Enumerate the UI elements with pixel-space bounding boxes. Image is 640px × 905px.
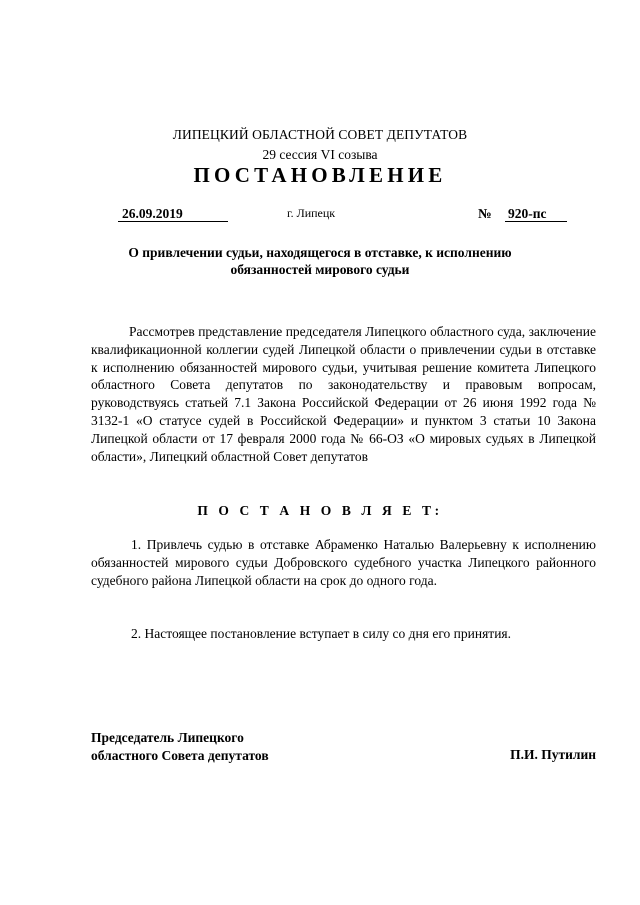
signatory-title <box>91 729 269 765</box>
document-city: г. Липецк <box>287 206 336 220</box>
preamble-paragraph: Рассмотрев представление председателя Липецкого областного суда, заключение квалификационной коллегии судей Липецкой области о привлечении судьи в отставке к исполнению обязанностей мирового судьи, учитывая решение комитета Липецкого областного Совета депутатов по законодательству и правовым вопросам, руководствуясь статьей 7.1 Закона Российской Федерации от 26 июня 1992 года № 3132-1 «О статусе судей в Российской Федерации» и пунктом 3 статьи 10 Закона Липецкой области от 17 февраля 2000 года № 66-ОЗ «О мировых судьях в Липецкой области», Липецкий областной Совет депутатов <box>91 324 596 464</box>
session-label: 29 сессия VI созыва <box>262 147 378 162</box>
signatory-title-line-1: Председатель Липецкого <box>91 730 244 745</box>
organization-name: ЛИПЕЦКИЙ ОБЛАСТНОЙ СОВЕТ ДЕПУТАТОВ <box>172 127 468 142</box>
resolution-item-1: 1. Привлечь судью в отставке Абраменко Наталью Валерьевну к исполнению обязанностей мирового судьи Добровского судебного участка Липецкого районного судебного района Липецкой области на срок до одного года. <box>91 537 596 588</box>
document-subject: О привлечении судьи, находящегося в отставке, к исполнению обязанностей мирового судьи <box>128 245 512 277</box>
signatory-title-line-2: областного Совета депутатов <box>91 748 269 763</box>
number-sign: № <box>478 206 492 221</box>
document-date: 26.09.2019 <box>118 206 228 222</box>
document-number: 920-пс <box>505 206 567 222</box>
signatory-name: П.И. Путилин <box>510 747 596 762</box>
document-title: ПОСТАНОВЛЕНИЕ <box>193 163 447 187</box>
resolution-item-2: 2. Настоящее постановление вступает в силу со дня его принятия. <box>131 626 512 641</box>
resolves-heading: П О С Т А Н О В Л Я Е Т: <box>197 503 443 518</box>
